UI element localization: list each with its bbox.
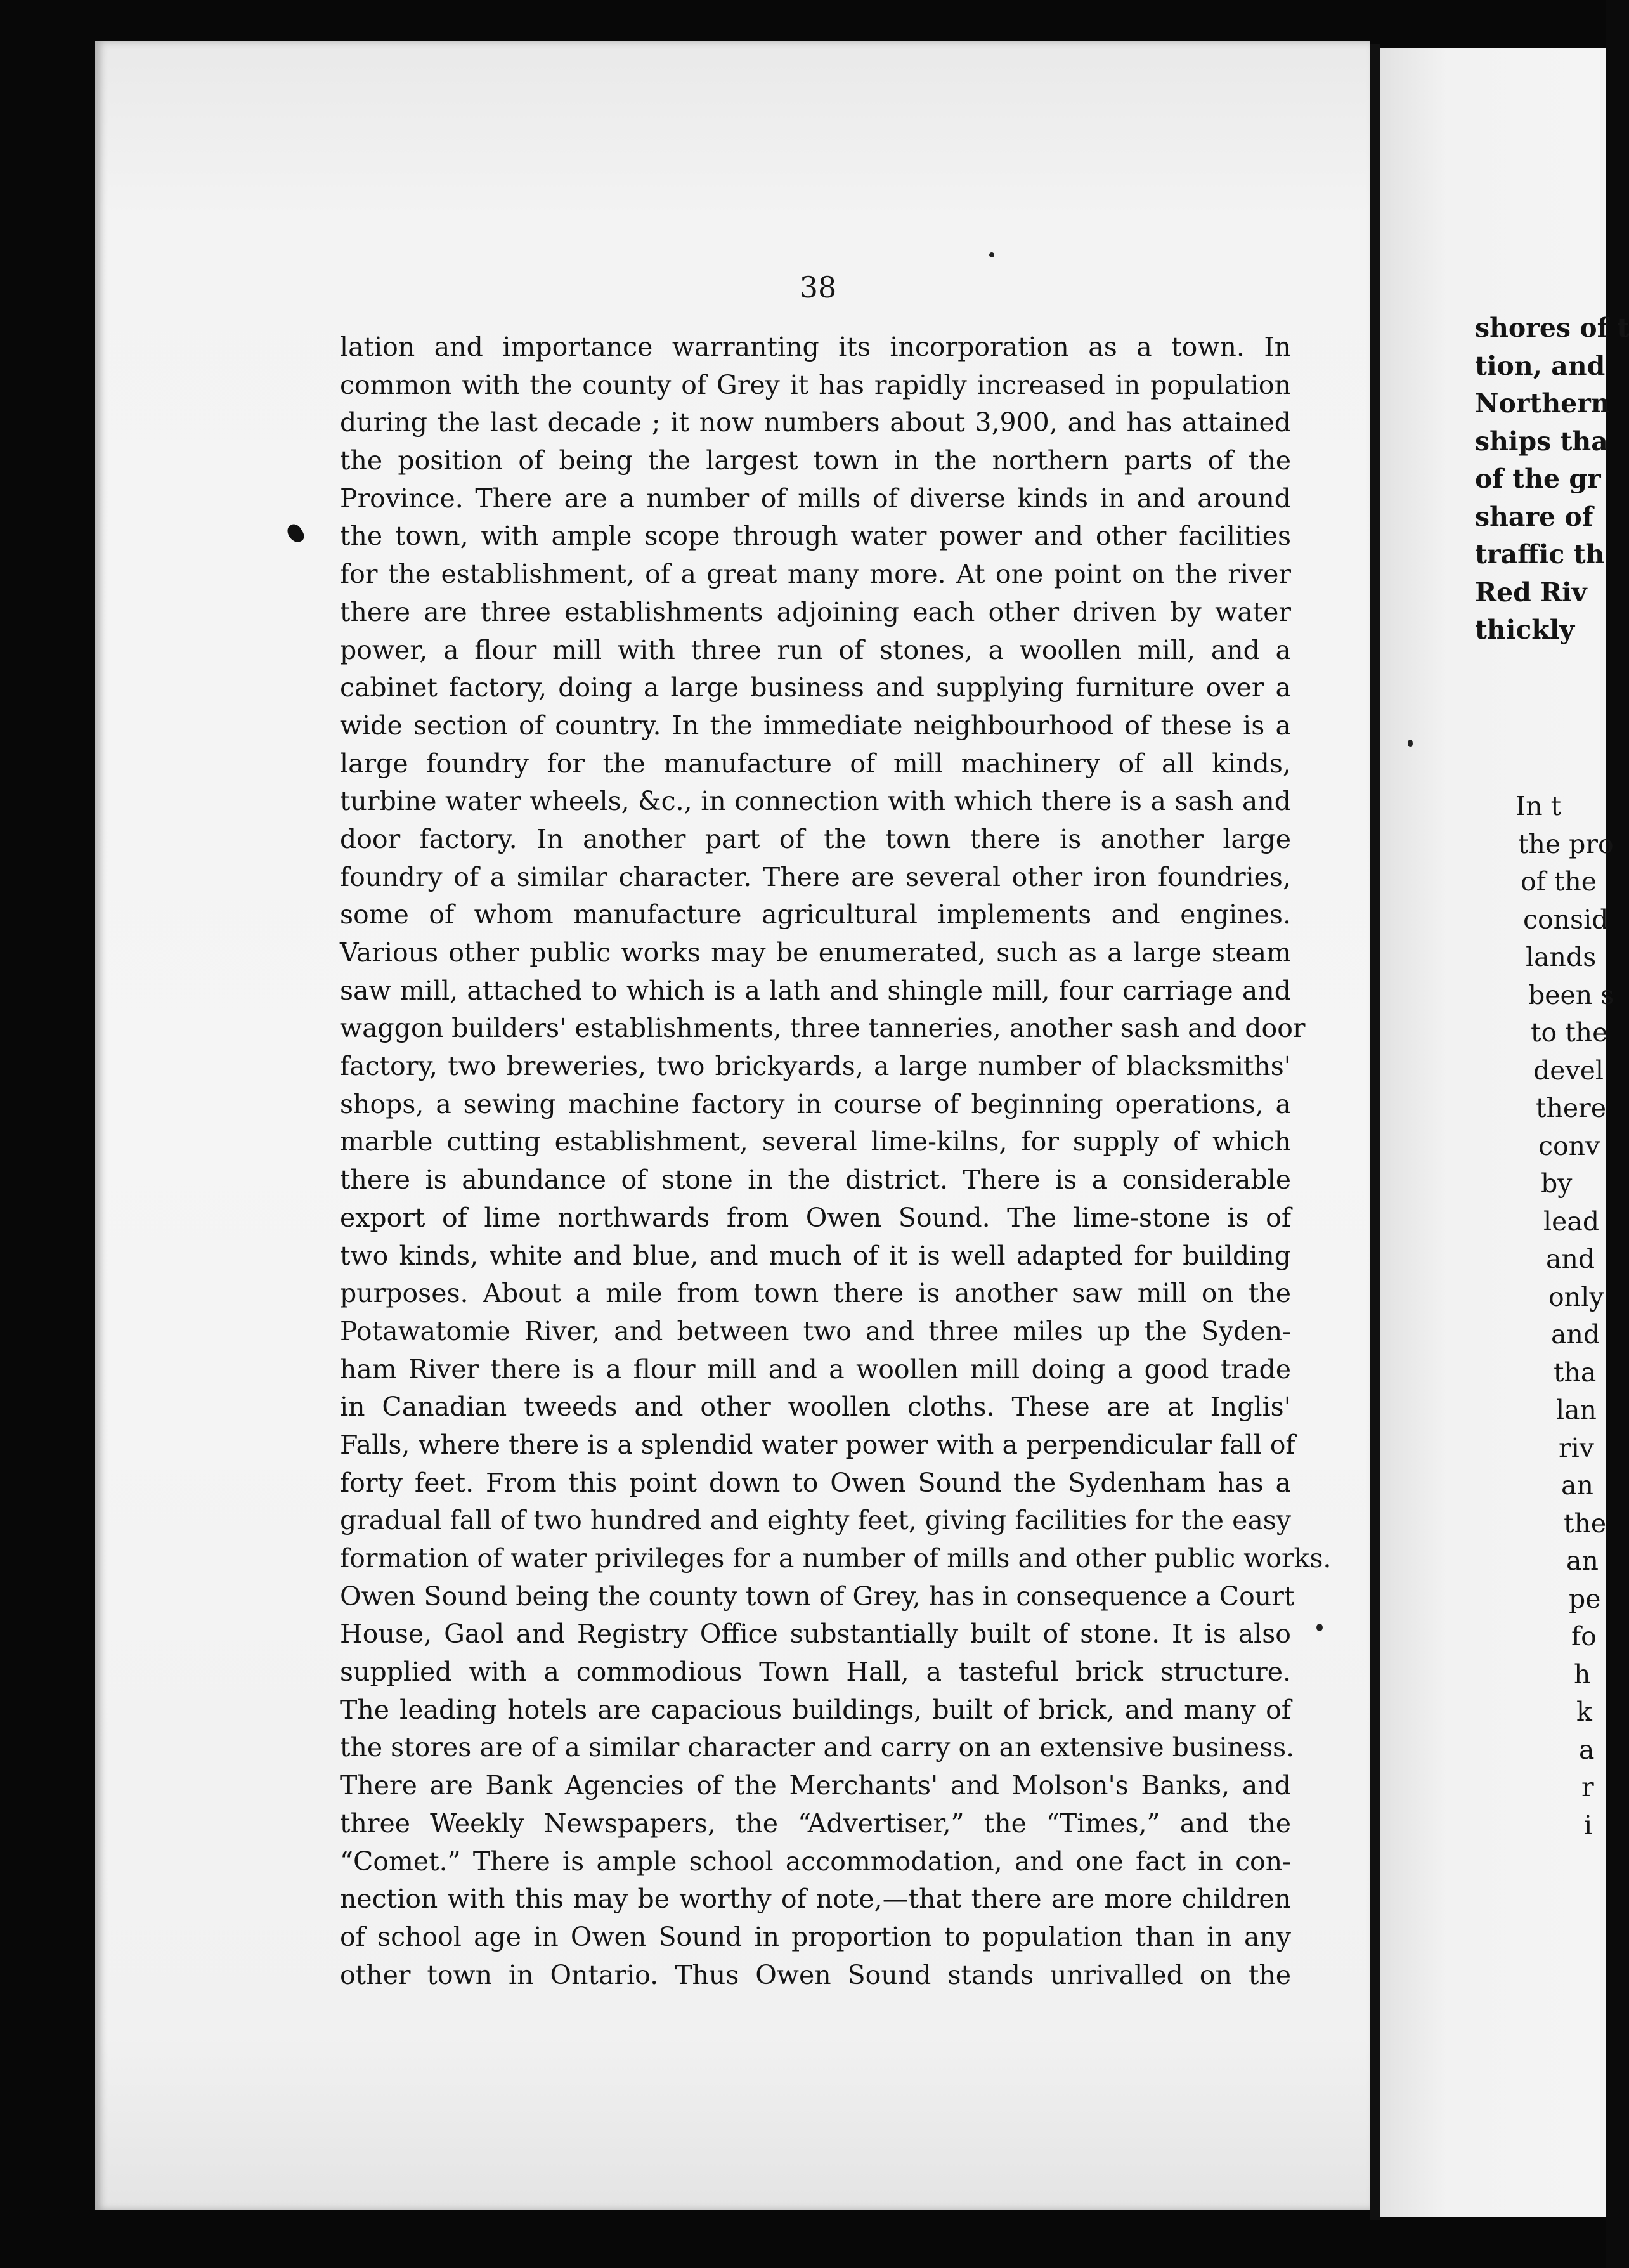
text-line: in Canadian tweeds and other woollen cloths. These are at Inglis' [340,1391,1291,1423]
facing-text-line: tion, and [1475,350,1606,381]
facing-text-line: riv [1559,1432,1594,1463]
text-line: forty feet. From this point down to Owen Sound the Sydenham has a [340,1467,1291,1498]
text-line: House, Gaol and Registry Office substantially built of stone. It is also [340,1619,1291,1650]
facing-text-line: lead [1543,1206,1600,1237]
text-line: purposes. About a mile from town there is another saw mill on the [340,1278,1291,1309]
text-line: foundry of a similar character. There are several other iron foundries, [340,861,1291,892]
facing-text-line: by [1541,1168,1573,1199]
text-line: ham River there is a flour mill and a woollen mill doing a good trade [340,1353,1291,1385]
text-line: export of lime northwards from Owen Sound. The lime-stone is of [340,1202,1291,1233]
facing-text-line: ships tha [1475,426,1608,457]
facing-text-line: i [1584,1809,1593,1841]
text-line: two kinds, white and blue, and much of it is well adapted for building [340,1240,1291,1271]
facing-text-line: pe [1569,1583,1601,1614]
facing-text-line: shores of t [1475,313,1629,343]
text-line: supplied with a commodious Town Hall, a tasteful brick structure. [340,1657,1291,1688]
facing-text-line: lands [1526,942,1597,972]
text-line: saw mill, attached to which is a lath and shingle mill, four carriage and [340,975,1291,1006]
facing-text-line: Red Riv [1475,577,1587,608]
facing-page-text-top [1475,310,1629,649]
body-text [340,329,1332,1994]
facing-text-line: and [1551,1319,1600,1350]
text-line: there are three establishments adjoining each other driven by water [340,596,1291,627]
facing-text-line: share of [1475,501,1593,532]
facing-text-line: thickly [1475,615,1575,645]
ink-speck [1316,1624,1323,1631]
text-line: Various other public works may be enumerated, such as a large steam [340,937,1291,968]
text-line: lation and importance warranting its incorporation as a town. In [340,332,1291,362]
text-line: for the establishment, of a great many more. At one point on the river [340,559,1291,590]
facing-text-line: In t [1515,791,1562,821]
facing-text-line: the pro [1518,828,1614,859]
facing-text-line: of the gr [1475,464,1601,494]
text-line: turbine water wheels, &c., in connection with which there is a sash and [340,786,1291,817]
facing-page-text-bottom [1515,788,1614,1844]
text-line: other town in Ontario. Thus Owen Sound stands unrivalled on the [340,1959,1291,1990]
text-line: The leading hotels are capacious buildings, built of brick, and many of [340,1694,1291,1725]
ink-speck [989,252,994,257]
book-gutter [1370,44,1380,2220]
text-line: nection with this may be worthy of note,—that there are more children [340,1884,1291,1915]
facing-text-line: k [1576,1697,1592,1727]
facing-text-line: of the [1521,866,1597,897]
facing-text-line: lan [1556,1395,1597,1425]
text-line: common with the county of Grey it has rapidly increased in population [340,369,1291,400]
text-line: the town, with ample scope through water power and other facilities [340,521,1291,552]
text-line: Potawatomie River, and between two and three miles up the Syden- [340,1315,1291,1346]
text-line: door factory. In another part of the town there is another large [340,823,1291,854]
page-number: 38 [799,270,837,304]
text-line: Falls, where there is a splendid water power with a perpendicular fall of [340,1429,1295,1460]
text-line: there is abundance of stone in the district. There is a considerable [340,1164,1291,1196]
text-line: power, a flour mill with three run of stones, a woollen mill, and a [340,634,1291,665]
text-line: three Weekly Newspapers, the “Advertiser,” the “Times,” and the [340,1808,1291,1839]
facing-text-line: traffic th [1475,539,1605,570]
facing-text-line: been s [1528,979,1614,1010]
facing-text-line: consid [1523,904,1609,935]
facing-text-line: to the [1531,1017,1608,1048]
ink-speck [1408,740,1413,747]
text-line: marble cutting establishment, several lime-kilns, for supply of which [340,1126,1291,1157]
facing-text-line: h [1574,1659,1591,1690]
facing-text-line: and [1546,1244,1595,1274]
facing-text-line: Northern [1475,388,1610,419]
text-line: wide section of country. In the immediate neighbourhood of these is a [340,710,1291,741]
text-line: waggon builders' establishments, three tanneries, another sash and door [340,1013,1306,1044]
text-line: during the last decade ; it now numbers about 3,900, and has attained [340,407,1291,438]
facing-text-line: devel [1533,1055,1604,1086]
facing-text-line: only [1548,1281,1604,1312]
text-line: the position of being the largest town in the northern parts of the [340,445,1291,476]
text-line: shops, a sewing machine factory in course of beginning operations, a [340,1088,1291,1119]
text-line: the stores are of a similar character and carry on an extensive business. [340,1732,1295,1763]
facing-text-line: r [1581,1772,1594,1802]
text-line: of school age in Owen Sound in proportion to population than in any [340,1921,1291,1952]
text-line: cabinet factory, doing a large business and supplying furniture over a [340,672,1291,703]
facing-text-line: tha [1554,1357,1597,1388]
text-line: large foundry for the manufacture of mill machinery of all kinds, [340,748,1291,779]
facing-text-line: conv [1538,1130,1600,1161]
facing-text-line: an [1566,1546,1599,1576]
text-line: There are Bank Agencies of the Merchants' and Molson's Banks, and [340,1770,1291,1801]
text-line: some of whom manufacture agricultural implements and engines. [340,899,1291,930]
facing-text-line: fo [1571,1621,1597,1652]
facing-text-line: a [1579,1734,1595,1765]
text-line: gradual fall of two hundred and eighty feet, giving facilities for the easy [340,1505,1291,1536]
text-line: factory, two breweries, two brickyards, a large number of blacksmiths' [340,1051,1291,1082]
facing-text-line: there [1536,1093,1607,1123]
facing-text-line: an [1561,1470,1593,1501]
facing-text-line: the [1564,1508,1607,1539]
text-line: formation of water privileges for a number of mills and other public works. [340,1543,1332,1574]
text-line: Owen Sound being the county town of Grey, has in consequence a Court [340,1580,1295,1612]
text-line: “Comet.” There is ample school accommodation, and one fact in con- [340,1846,1291,1877]
text-line: Province. There are a number of mills of diverse kinds in and around [340,483,1291,514]
